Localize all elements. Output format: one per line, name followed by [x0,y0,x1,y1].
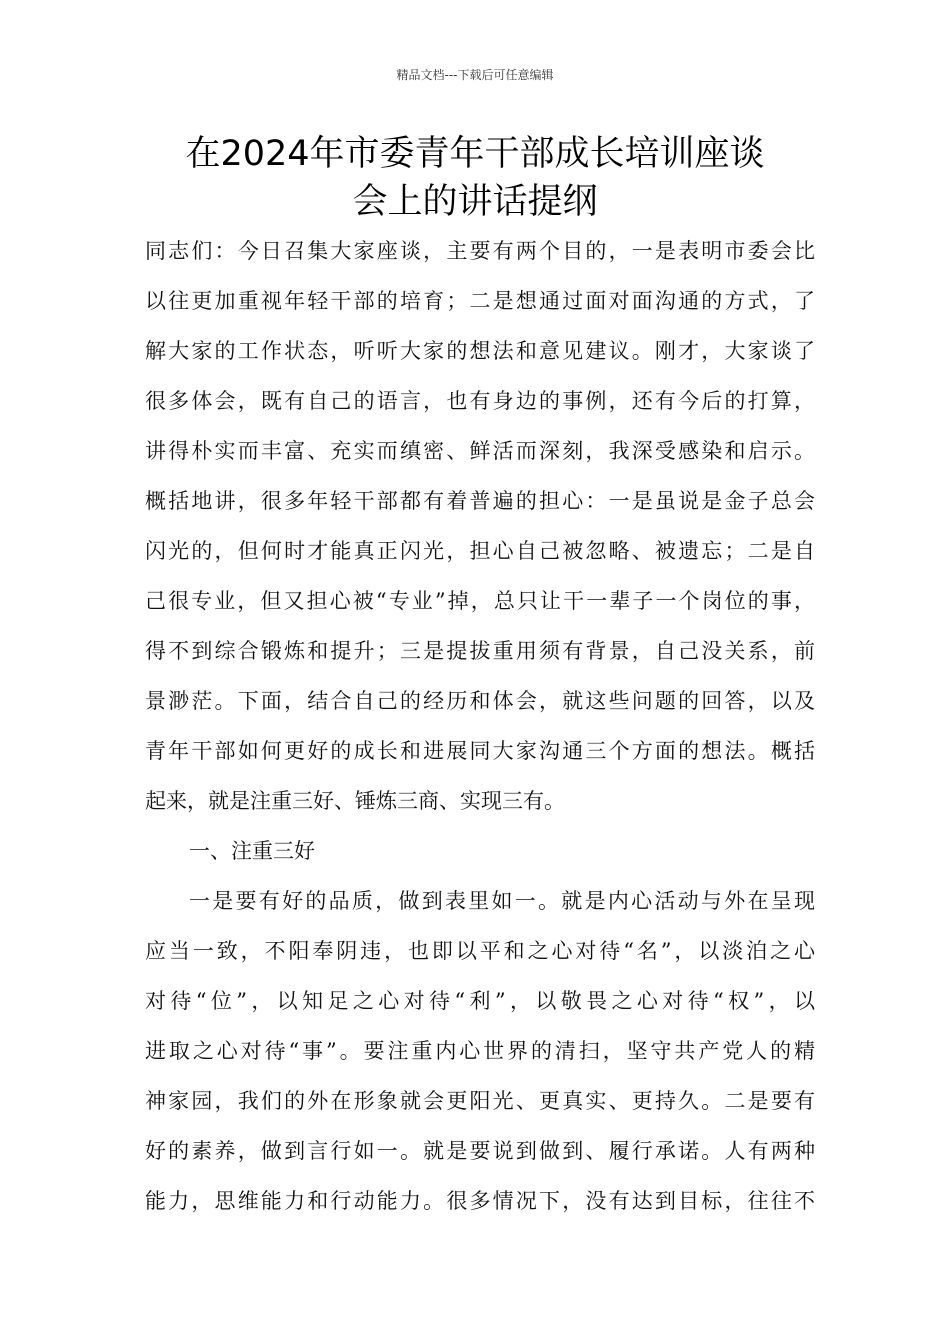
body-line: 应当一致，不阳奉阴违，也即以平和之心对待“名”，以淡泊之心 [145,939,815,963]
body-line: 好的素养，做到言行如一。就是要说到做到、履行承诺。人有两种 [145,1139,815,1163]
body-line: 起来，就是注重三好、锤炼三商、实现三有。 [145,789,565,813]
body-line: 进取之心对待“事”。要注重内心世界的清扫，坚守共产党人的精 [145,1039,815,1063]
page-header: 精品文档---下载后可任意编辑 [396,68,554,82]
body-line: 神家园，我们的外在形象就会更阳光、更真实、更持久。二是要有 [145,1089,815,1113]
body-line: 青年干部如何更好的成长和进展同大家沟通三个方面的想法。概括 [145,739,815,763]
body-line: 以往更加重视年轻干部的培育；二是想通过面对面沟通的方式，了 [145,289,815,313]
title-line-1: 在2024年市委青年干部成长培训座谈 [185,134,765,174]
title-line-2: 会上的讲话提纲 [352,182,598,222]
body-line: 讲得朴实而丰富、充实而缜密、鲜活而深刻，我深受感染和启示。 [145,439,815,463]
section-heading: 一、注重三好 [189,839,315,863]
document-body [145,226,815,1226]
body-line: 能力，思维能力和行动能力。很多情况下，没有达到目标，往往不 [145,1189,815,1213]
document-title [120,130,830,226]
body-line: 一是要有好的品质，做到表里如一。就是内心活动与外在呈现 [189,889,815,913]
body-line: 己很专业，但又担心被“专业”掉，总只让干一辈子一个岗位的事， [145,589,815,613]
body-line: 概括地讲，很多年轻干部都有着普遍的担心：一是虽说是金子总会 [145,489,815,513]
body-line: 得不到综合锻炼和提升；三是提拔重用须有背景，自己没关系，前 [145,639,815,663]
body-line: 解大家的工作状态，听听大家的想法和意见建议。刚才，大家谈了 [145,339,815,363]
body-line: 闪光的，但何时才能真正闪光，担心自己被忽略、被遗忘；二是自 [145,539,815,563]
body-line: 很多体会，既有自己的语言，也有身边的事例，还有今后的打算， [145,389,815,413]
body-line: 对待“位”，以知足之心对待“利”，以敬畏之心对待“权”，以 [145,989,815,1013]
body-line: 景渺茫。下面，结合自己的经历和体会，就这些问题的回答，以及 [145,689,815,713]
body-line: 同志们：今日召集大家座谈，主要有两个目的，一是表明市委会比 [145,239,815,263]
